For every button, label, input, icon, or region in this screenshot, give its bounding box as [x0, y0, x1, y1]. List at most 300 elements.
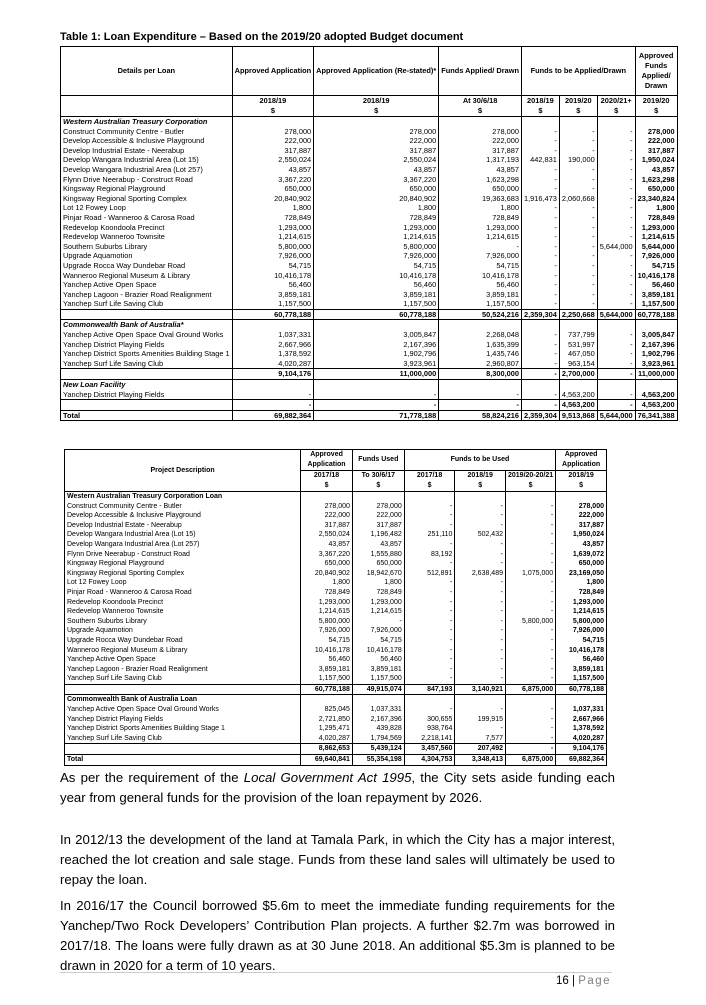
table-cell: -	[597, 127, 635, 137]
table-row	[65, 530, 607, 540]
table-cell: 1,214,615	[635, 232, 677, 242]
table-cell: -	[506, 502, 556, 512]
table-cell: -	[439, 390, 522, 400]
table-cell: 1,214,615	[352, 607, 404, 617]
table-cell: 2,550,024	[232, 155, 314, 165]
project-name: Redevelop Wanneroo Townsite	[61, 232, 233, 242]
table-row	[61, 175, 678, 185]
table-cell: 1,800	[635, 203, 677, 213]
table-cell: -	[404, 617, 455, 627]
table-cell: 1,157,500	[635, 299, 677, 309]
table-cell: 1,157,500	[352, 674, 404, 684]
table-cell: -	[597, 251, 635, 261]
header-year-label: 2018/19	[362, 96, 390, 105]
header-year	[352, 471, 404, 492]
table-cell: -	[455, 511, 506, 521]
project-name: Yanchep Surf Life Saving Club	[61, 299, 233, 309]
section-total-cell: 207,492	[455, 744, 506, 755]
grand-total-cell: 6,875,000	[506, 755, 556, 766]
grand-total-cell: 5,644,000	[597, 410, 635, 421]
table-cell: -	[521, 280, 559, 290]
grand-total-cell: 76,341,388	[635, 410, 677, 421]
table-row	[61, 359, 678, 369]
table-cell: 56,460	[352, 655, 404, 665]
section-total-cell: 6,875,000	[506, 684, 556, 695]
grand-total-cell: 3,348,413	[455, 755, 506, 766]
table-cell: 43,857	[314, 165, 439, 175]
header-funds-applied: Funds Applied/ Drawn	[439, 47, 522, 96]
table-cell: -	[506, 588, 556, 598]
table-cell: 54,715	[232, 261, 314, 271]
table-cell: 54,715	[635, 261, 677, 271]
table-row	[65, 626, 607, 636]
header-year-label: At 30/6/18	[462, 96, 498, 105]
table-row	[61, 146, 678, 156]
table-cell: 56,460	[314, 280, 439, 290]
table-cell: -	[506, 734, 556, 744]
section-total-cell: -	[314, 400, 439, 411]
table-cell	[455, 492, 506, 502]
table-cell: 1,800	[352, 578, 404, 588]
table-cell	[404, 492, 455, 502]
table-row	[61, 194, 678, 204]
table-cell: 222,000	[352, 511, 404, 521]
table-cell: -	[455, 724, 506, 734]
page-word: Page	[578, 975, 612, 987]
table-cell: -	[404, 598, 455, 608]
table-cell: 1,794,569	[352, 734, 404, 744]
table-cell: -	[506, 665, 556, 675]
table-cell: 7,926,000	[352, 626, 404, 636]
table-cell: -	[597, 165, 635, 175]
project-name: Yanchep Surf Life Saving Club	[65, 674, 301, 684]
table-cell: 650,000	[439, 184, 522, 194]
table-cell: 56,460	[439, 280, 522, 290]
table-cell: -	[559, 184, 597, 194]
header-year	[232, 96, 314, 117]
table-cell: 1,293,000	[352, 598, 404, 608]
table-cell: -	[597, 290, 635, 300]
project-name: Upgrade Aquamotion	[65, 626, 301, 636]
table-cell: -	[404, 540, 455, 550]
table-cell: 650,000	[352, 559, 404, 569]
table-cell: -	[597, 299, 635, 309]
project-name: Yanchep Active Open Space Oval Ground Works	[65, 705, 301, 715]
table-cell: 1,293,000	[556, 598, 607, 608]
table-cell: 3,923,961	[314, 359, 439, 369]
table-row	[65, 715, 607, 725]
table-row	[61, 155, 678, 165]
table-cell	[352, 492, 404, 502]
section-total-cell: 2,250,668	[559, 309, 597, 320]
table-cell: 43,857	[232, 165, 314, 175]
table-cell: 728,849	[635, 213, 677, 223]
table-cell: -	[455, 578, 506, 588]
table-cell: -	[597, 175, 635, 185]
header-currency: $	[614, 106, 619, 115]
table-cell: 54,715	[439, 261, 522, 271]
table-cell	[314, 117, 439, 127]
header-year	[314, 96, 439, 117]
table-cell	[232, 380, 314, 390]
table-cell: 317,887	[232, 146, 314, 156]
project-name: Yanchep Lagoon - Brazier Road Realignment	[65, 665, 301, 675]
table-cell: -	[455, 521, 506, 531]
header-currency: $	[576, 106, 581, 115]
table-cell	[232, 117, 314, 127]
project-name: Construct Community Centre - Butler	[61, 127, 233, 137]
table-cell: 1,214,615	[439, 232, 522, 242]
table-cell: -	[597, 194, 635, 204]
table-cell: 3,859,181	[439, 290, 522, 300]
grand-total-cell: 69,882,364	[556, 755, 607, 766]
table-cell: 1,639,072	[556, 550, 607, 560]
table-row	[61, 261, 678, 271]
table-cell: 3,367,220	[301, 550, 353, 560]
table-cell	[506, 695, 556, 705]
header-year	[597, 96, 635, 117]
table-cell: 5,800,000	[314, 242, 439, 252]
table-cell: 7,926,000	[232, 251, 314, 261]
table-row	[65, 674, 607, 684]
table-cell: -	[559, 271, 597, 281]
project-name: Develop Wangara Industrial Area (Lot 257)	[65, 540, 301, 550]
table-row	[61, 127, 678, 137]
table-cell: 1,623,298	[439, 175, 522, 185]
table-cell: -	[506, 540, 556, 550]
table-cell: 728,849	[301, 588, 353, 598]
header-approved-application: Approved Application	[232, 47, 314, 96]
table-cell: -	[559, 146, 597, 156]
table-cell: -	[404, 674, 455, 684]
table-cell: 23,169,050	[556, 569, 607, 579]
project-name: Develop Industrial Estate - Neerabup	[65, 521, 301, 531]
table-cell: 278,000	[439, 127, 522, 137]
table-cell: 1,800	[439, 203, 522, 213]
table-cell: 1,293,000	[232, 223, 314, 233]
section-header-row	[61, 320, 678, 330]
table-cell: -	[506, 626, 556, 636]
table-cell: 650,000	[301, 559, 353, 569]
table-cell: -	[597, 213, 635, 223]
project-name: Yanchep Lagoon - Brazier Road Realignment	[61, 290, 233, 300]
table-cell	[559, 117, 597, 127]
table-cell: -	[521, 136, 559, 146]
project-name: Upgrade Rocca Way Dundebar Road	[65, 636, 301, 646]
table-cell: 278,000	[635, 127, 677, 137]
section-total-row	[65, 684, 607, 695]
table-cell: 23,340,824	[635, 194, 677, 204]
project-name: Develop Wangara Industrial Area (Lot 15)	[61, 155, 233, 165]
header-currency: $	[579, 482, 584, 489]
header-funds-to-be-applied: Funds to be Applied/Drawn	[521, 47, 635, 96]
project-name: Develop Accessible & Inclusive Playground	[65, 511, 301, 521]
table-cell: 1,293,000	[439, 223, 522, 233]
table-cell	[635, 320, 677, 330]
section-name: Commonwealth Bank of Australia Loan	[65, 695, 301, 705]
table-cell	[556, 695, 607, 705]
table-cell: 2,550,024	[314, 155, 439, 165]
header-year	[556, 471, 607, 492]
table-cell	[61, 369, 233, 380]
header-currency: $	[324, 482, 329, 489]
table-cell: 1,214,615	[556, 607, 607, 617]
table-cell: -	[521, 184, 559, 194]
project-name: Yanchep District Sports Amenities Building Stage 1	[61, 349, 233, 359]
table-cell: 1,902,796	[314, 349, 439, 359]
table-cell: 1,295,471	[301, 724, 353, 734]
table-cell: -	[597, 330, 635, 340]
table-cell	[521, 380, 559, 390]
section-total-row	[61, 400, 678, 411]
table-cell: -	[455, 502, 506, 512]
table-cell: -	[597, 136, 635, 146]
table-cell: -	[404, 626, 455, 636]
section-name: Commonwealth Bank of Australia*	[61, 320, 233, 330]
table-cell: 1,293,000	[301, 598, 353, 608]
table-cell: 442,831	[521, 155, 559, 165]
table-cell: 2,638,489	[455, 569, 506, 579]
table-cell: -	[521, 223, 559, 233]
table-cell: -	[506, 530, 556, 540]
table-cell: 1,800	[556, 578, 607, 588]
table-row	[65, 559, 607, 569]
table-cell: 737,799	[559, 330, 597, 340]
project-name: Redevelop Wanneroo Townsite	[65, 607, 301, 617]
table-row	[65, 521, 607, 531]
table-cell: -	[506, 598, 556, 608]
table-cell: -	[506, 724, 556, 734]
table-cell: 54,715	[352, 636, 404, 646]
table-cell: -	[404, 665, 455, 675]
table-cell: 531,997	[559, 340, 597, 350]
table-cell: 278,000	[301, 502, 353, 512]
table-cell	[597, 320, 635, 330]
section-total-cell: -	[597, 400, 635, 411]
project-name: Lot 12 Fowey Loop	[61, 203, 233, 213]
table-cell: -	[455, 550, 506, 560]
table-cell: 1,635,399	[439, 340, 522, 350]
table-cell: 3,859,181	[635, 290, 677, 300]
table-cell: -	[597, 271, 635, 281]
table-row	[61, 299, 678, 309]
table-row	[61, 330, 678, 340]
table-cell: -	[559, 242, 597, 252]
table-cell: 54,715	[314, 261, 439, 271]
section-total-cell: -	[521, 369, 559, 380]
table-cell: 2,167,396	[352, 715, 404, 725]
header-currency: $	[427, 482, 432, 489]
table-cell	[597, 380, 635, 390]
table-row	[65, 724, 607, 734]
section-total-cell: 2,359,304	[521, 309, 559, 320]
table-row	[65, 588, 607, 598]
table-row	[65, 665, 607, 675]
grand-total-cell: 69,640,841	[301, 755, 353, 766]
table-cell: 10,416,178	[301, 646, 353, 656]
table-cell: 56,460	[556, 655, 607, 665]
header-year-label: 2018/19	[568, 472, 594, 479]
section-header-row	[65, 492, 607, 502]
header-year-label: 2018/19	[527, 96, 554, 105]
header-year-label: 2017/18	[416, 472, 443, 479]
section-total-cell: -	[506, 744, 556, 755]
grand-total-cell: 4,304,753	[404, 755, 455, 766]
table-cell: -	[404, 636, 455, 646]
table-cell: -	[559, 280, 597, 290]
table-cell: 300,655	[404, 715, 455, 725]
table-cell	[635, 380, 677, 390]
table-cell: -	[352, 617, 404, 627]
table-row	[61, 165, 678, 175]
table-cell: 43,857	[556, 540, 607, 550]
table-cell: 3,859,181	[232, 290, 314, 300]
table-cell: 1,378,592	[232, 349, 314, 359]
table-cell: 43,857	[439, 165, 522, 175]
header-currency: $	[478, 482, 483, 489]
section-total-cell: 847,193	[404, 684, 455, 695]
header-details: Details per Loan	[61, 47, 233, 96]
table-cell: -	[455, 636, 506, 646]
header-year	[635, 96, 677, 117]
project-name: Kingsway Regional Playground	[65, 559, 301, 569]
table-cell: 1,293,000	[635, 223, 677, 233]
grand-total-cell: 58,824,216	[439, 410, 522, 421]
table-row	[65, 607, 607, 617]
table-cell: -	[232, 390, 314, 400]
grand-total-row	[61, 410, 678, 421]
table-cell: -	[404, 705, 455, 715]
table-cell: 317,887	[301, 521, 353, 531]
table-cell	[301, 492, 353, 502]
table-cell: 512,891	[404, 569, 455, 579]
table-cell	[65, 684, 301, 695]
project-name: Southern Suburbs Library	[65, 617, 301, 627]
table-row	[61, 213, 678, 223]
table-cell: 317,887	[439, 146, 522, 156]
grand-total-row	[65, 755, 607, 766]
header-year	[455, 471, 506, 492]
table-cell: 10,416,178	[232, 271, 314, 281]
table-row	[61, 232, 678, 242]
table-row	[65, 734, 607, 744]
table-cell: 963,154	[559, 359, 597, 369]
section-total-cell: 3,457,560	[404, 744, 455, 755]
table-cell: -	[506, 607, 556, 617]
table-cell: -	[597, 390, 635, 400]
header-year	[559, 96, 597, 117]
table-cell: 317,887	[314, 146, 439, 156]
header-currency: $	[528, 482, 533, 489]
paragraph-1: As per the requirement of the Local Government Act 1995, the City sets aside funding each year from general funds for the provision of the loan repayment by 2026.	[60, 770, 615, 805]
table-cell: -	[404, 578, 455, 588]
section-total-cell: -	[439, 400, 522, 411]
table-cell: -	[597, 349, 635, 359]
table-cell: 728,849	[314, 213, 439, 223]
table-cell: 938,764	[404, 724, 455, 734]
section-total-cell: 3,140,921	[455, 684, 506, 695]
table-cell: 43,857	[352, 540, 404, 550]
table-cell: -	[521, 232, 559, 242]
section-total-cell: 11,000,000	[635, 369, 677, 380]
table-cell: -	[597, 340, 635, 350]
table-row	[61, 390, 678, 400]
table-row	[61, 251, 678, 261]
table-cell: 728,849	[556, 588, 607, 598]
table-row	[65, 617, 607, 627]
table-cell	[521, 320, 559, 330]
table-cell	[301, 695, 353, 705]
section-total-cell: 5,644,000	[597, 309, 635, 320]
project-name: Yanchep District Playing Fields	[61, 340, 233, 350]
header-year-label: 2018/19	[467, 472, 493, 479]
section-name: Western Australian Treasury Corporation Loan	[65, 492, 301, 502]
section-name: Western Australian Treasury Corporation	[61, 117, 233, 127]
paragraph-2: In 2012/13 the development of the land at Tamala Park, in which the City has a major interest, reached the lot creation and sale stage. Funds from these land sales will ultimately be used to repay the loan.	[60, 832, 615, 887]
header-currency: $	[654, 106, 659, 115]
table-cell: -	[521, 340, 559, 350]
page-footer: 16 | Page	[556, 975, 612, 987]
table-cell: 1,196,482	[352, 530, 404, 540]
header-currency: $	[538, 106, 543, 115]
project-name: Pinjar Road - Wanneroo & Carosa Road	[65, 588, 301, 598]
table-cell: 4,020,287	[301, 734, 353, 744]
table-cell: 1,902,796	[635, 349, 677, 359]
table-cell: 5,800,000	[556, 617, 607, 627]
project-name: Yanchep Surf Life Saving Club	[65, 734, 301, 744]
project-name: Yanchep District Sports Amenities Building Stage 1	[65, 724, 301, 734]
table-row	[61, 290, 678, 300]
footer-divider	[60, 972, 612, 973]
section-total-cell: 49,915,074	[352, 684, 404, 695]
table-row	[65, 705, 607, 715]
table-cell: 2,218,141	[404, 734, 455, 744]
header-year-label: 2019/20	[642, 96, 670, 105]
project-name: Wanneroo Regional Museum & Library	[65, 646, 301, 656]
project-name: Wanneroo Regional Museum & Library	[61, 271, 233, 281]
section-name: New Loan Facility	[61, 380, 233, 390]
table-cell: -	[521, 203, 559, 213]
table-cell: 222,000	[635, 136, 677, 146]
project-name: Yanchep Surf Life Saving Club	[61, 359, 233, 369]
section-total-row	[65, 744, 607, 755]
table-cell: 1,555,880	[352, 550, 404, 560]
header-year-label: 2017/18	[313, 472, 340, 479]
section-total-cell: 9,104,176	[556, 744, 607, 755]
section-total-cell: 9,104,176	[232, 369, 314, 380]
table-cell: 278,000	[352, 502, 404, 512]
table-cell: -	[559, 299, 597, 309]
table-cell: 1,157,500	[301, 674, 353, 684]
table-cell	[635, 117, 677, 127]
table-cell: -	[455, 674, 506, 684]
table-row	[61, 184, 678, 194]
table-cell: -	[521, 242, 559, 252]
project-name: Kingsway Regional Playground	[61, 184, 233, 194]
table-cell: -	[404, 511, 455, 521]
table-cell: 7,926,000	[314, 251, 439, 261]
table-cell	[597, 117, 635, 127]
section-total-cell: -	[232, 400, 314, 411]
table-cell: 43,857	[635, 165, 677, 175]
table-cell: 1,037,331	[556, 705, 607, 715]
section-total-cell: 4,563,200	[559, 400, 597, 411]
table-cell: 650,000	[314, 184, 439, 194]
section-total-cell: -	[597, 369, 635, 380]
table-cell: -	[455, 655, 506, 665]
table-cell: 1,157,500	[556, 674, 607, 684]
table-cell: -	[314, 390, 439, 400]
